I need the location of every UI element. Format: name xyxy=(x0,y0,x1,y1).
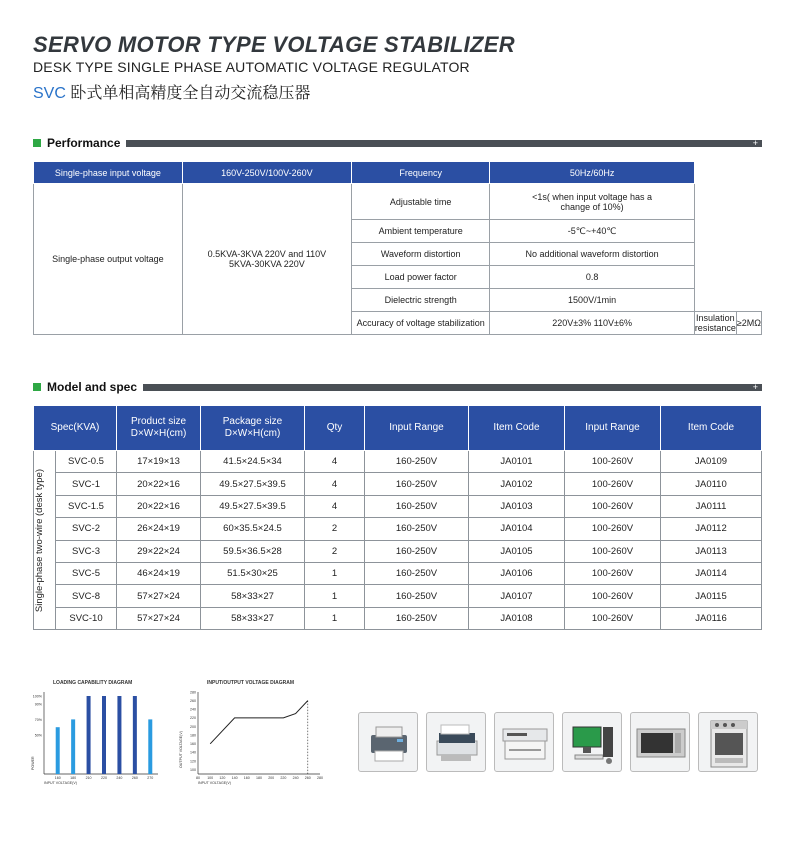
loading-capability-svg xyxy=(28,678,168,790)
y-tick-label: 100% xyxy=(32,694,42,699)
package-size-cell: 59.5×36.5×28 xyxy=(201,540,305,562)
package-size-header-line-2: D×W×H(cm) xyxy=(224,428,281,439)
output-voltage-label: Single-phase output voltage xyxy=(34,184,183,335)
y-tick-label: 90% xyxy=(34,702,42,707)
group-label: Single-phase two-wire (desk type) xyxy=(34,468,45,612)
item-code-cell: JA0110 xyxy=(661,473,762,495)
performance-table xyxy=(33,161,762,335)
chinese-title xyxy=(33,80,310,103)
plus-icon: + xyxy=(752,137,758,148)
chinese-title-text: 卧式单相高精度全自动交流稳压器 xyxy=(70,85,311,102)
input-range-cell: 160-250V xyxy=(365,562,469,584)
item-code-cell: JA0107 xyxy=(469,585,565,607)
accuracy-label: Accuracy of voltage stabilization xyxy=(352,312,490,335)
input-range-cell: 160-250V xyxy=(365,473,469,495)
oven-icon xyxy=(698,712,758,772)
param-label: Ambient temperature xyxy=(352,220,490,243)
svc-prefix: SVC xyxy=(33,85,66,102)
spec-cell: SVC-10 xyxy=(56,607,117,629)
item-code-cell: JA0113 xyxy=(661,540,762,562)
package-size-header-line-1: Package size xyxy=(222,416,283,427)
qty-cell: 1 xyxy=(305,585,365,607)
table-row xyxy=(34,518,762,540)
param-label: Dielectric strength xyxy=(352,289,490,312)
model-heading xyxy=(33,380,762,394)
y-tick-label: 240 xyxy=(190,707,196,712)
input-range-cell: 160-250V xyxy=(365,585,469,607)
plus-icon: + xyxy=(752,381,758,392)
param-label: Adjustable time xyxy=(352,184,490,220)
scanner-icon xyxy=(426,712,486,772)
product-size-cell: 26×24×19 xyxy=(117,518,201,540)
x-tick-label: 140 xyxy=(231,776,238,780)
heading-bar xyxy=(143,381,762,392)
output-voltage-line-1: 0.5KVA-3KVA 220V and 110V xyxy=(207,249,327,259)
printer-icon xyxy=(358,712,418,772)
group-label-cell xyxy=(34,451,56,630)
spec-cell: SVC-1 xyxy=(56,473,117,495)
product-size-header xyxy=(117,406,201,451)
copier-icon xyxy=(494,712,554,772)
input-range-cell: 100-260V xyxy=(565,451,661,473)
package-size-cell: 60×35.5×24.5 xyxy=(201,518,305,540)
item-code-cell: JA0115 xyxy=(661,585,762,607)
spec-header: Spec(KVA) xyxy=(34,406,117,451)
item-code-cell: JA0116 xyxy=(661,607,762,629)
green-square-icon xyxy=(33,139,41,147)
product-size-cell: 20×22×16 xyxy=(117,495,201,517)
package-size-cell: 51.5×30×25 xyxy=(201,562,305,584)
item-code-cell: JA0108 xyxy=(469,607,565,629)
input-range-cell: 160-250V xyxy=(365,607,469,629)
y-tick-label: 50% xyxy=(34,733,42,738)
x-tick-label: 240 xyxy=(116,776,123,780)
x-tick-label: 210 xyxy=(85,776,92,780)
item-code-cell: JA0101 xyxy=(469,451,565,473)
y-tick-label: 70% xyxy=(34,717,42,722)
y-tick-label: 220 xyxy=(190,716,196,721)
param-value: ≥2MΩ xyxy=(736,312,761,335)
qty-header: Qty xyxy=(305,406,365,451)
green-square-icon xyxy=(33,383,41,391)
qty-cell: 2 xyxy=(305,518,365,540)
x-tick-label: 80 xyxy=(196,776,200,780)
param-value: 1500V/1min xyxy=(490,289,694,312)
computer-icon xyxy=(562,712,622,772)
io-voltage-svg xyxy=(170,678,330,790)
x-tick-label: 220 xyxy=(101,776,107,780)
bar xyxy=(148,719,152,774)
table-row xyxy=(34,585,762,607)
x-tick-label: 100 xyxy=(207,776,214,780)
input-range-header: Input Range xyxy=(565,406,661,451)
table-row xyxy=(34,495,762,517)
y-tick-label: 260 xyxy=(190,698,196,703)
y-axis-label: POWER xyxy=(31,756,35,770)
input-range-cell: 100-260V xyxy=(565,540,661,562)
param-value: No additional waveform distortion xyxy=(490,243,694,266)
x-tick-label: 240 xyxy=(292,776,299,780)
output-voltage-value xyxy=(182,184,351,335)
bar xyxy=(133,696,137,774)
input-range-cell: 160-250V xyxy=(365,518,469,540)
input-range-cell: 160-250V xyxy=(365,495,469,517)
param-value: -5℃~+40℃ xyxy=(490,220,694,243)
item-code-cell: JA0111 xyxy=(661,495,762,517)
x-tick-label: 220 xyxy=(280,776,287,780)
input-range-cell: 100-260V xyxy=(565,473,661,495)
param-value: 0.8 xyxy=(490,266,694,289)
input-range-cell: 100-260V xyxy=(565,585,661,607)
io-voltage-chart xyxy=(170,678,330,790)
performance-heading-label: Performance xyxy=(47,136,121,150)
qty-cell: 4 xyxy=(305,473,365,495)
product-size-cell: 17×19×13 xyxy=(117,451,201,473)
product-size-header-line-1: Product size xyxy=(130,416,187,427)
loading-capability-chart xyxy=(28,678,168,790)
product-size-cell: 46×24×19 xyxy=(117,562,201,584)
x-tick-label: 120 xyxy=(219,776,226,780)
input-range-cell: 100-260V xyxy=(565,607,661,629)
product-size-cell: 57×27×24 xyxy=(117,585,201,607)
package-size-cell: 49.5×27.5×39.5 xyxy=(201,473,305,495)
param-value: <1s( when input voltage has a change of 10%) xyxy=(490,184,694,220)
output-voltage-line-2: 5KVA-30KVA 220V xyxy=(229,259,305,269)
package-size-cell: 49.5×27.5×39.5 xyxy=(201,495,305,517)
item-code-cell: JA0104 xyxy=(469,518,565,540)
spec-cell: SVC-3 xyxy=(56,540,117,562)
input-range-cell: 100-260V xyxy=(565,495,661,517)
x-tick-label: 260 xyxy=(131,776,138,780)
bar xyxy=(56,727,60,774)
item-code-cell: JA0114 xyxy=(661,562,762,584)
product-size-cell: 20×22×16 xyxy=(117,473,201,495)
x-tick-label: 280 xyxy=(317,776,323,780)
bar xyxy=(87,696,91,774)
y-tick-label: 120 xyxy=(190,759,196,764)
table-row xyxy=(34,451,762,473)
param-label: Waveform distortion xyxy=(352,243,490,266)
input-range-cell: 160-250V xyxy=(365,451,469,473)
product-size-cell: 29×22×24 xyxy=(117,540,201,562)
item-code-cell: JA0103 xyxy=(469,495,565,517)
item-code-cell: JA0102 xyxy=(469,473,565,495)
item-code-cell: JA0106 xyxy=(469,562,565,584)
qty-cell: 4 xyxy=(305,451,365,473)
bar xyxy=(117,696,121,774)
item-code-cell: JA0109 xyxy=(661,451,762,473)
input-range-cell: 100-260V xyxy=(565,518,661,540)
performance-heading xyxy=(33,136,762,150)
package-size-cell: 58×33×27 xyxy=(201,607,305,629)
y-tick-label: 280 xyxy=(190,690,196,695)
spec-cell: SVC-2 xyxy=(56,518,117,540)
x-tick-label: 270 xyxy=(147,776,154,780)
param-label: Insulation resistance xyxy=(694,313,736,333)
spec-cell: SVC-0.5 xyxy=(56,451,117,473)
page-subtitle: DESK TYPE SINGLE PHASE AUTOMATIC VOLTAGE REGULATOR xyxy=(33,59,470,75)
input-range-cell: 100-260V xyxy=(565,562,661,584)
spec-cell: SVC-5 xyxy=(56,562,117,584)
param-value: 50Hz/60Hz xyxy=(490,162,694,184)
package-size-cell: 58×33×27 xyxy=(201,585,305,607)
x-tick-label: 180 xyxy=(70,776,77,780)
product-size-header-line-2: D×W×H(cm) xyxy=(130,428,187,439)
x-tick-label: 180 xyxy=(256,776,262,780)
item-code-header: Item Code xyxy=(469,406,565,451)
bar xyxy=(102,696,106,774)
series-line xyxy=(210,701,308,744)
heading-bar xyxy=(126,137,762,148)
table-row xyxy=(34,473,762,495)
x-tick-label: 160 xyxy=(54,776,61,780)
table-row xyxy=(34,607,762,629)
x-tick-label: 260 xyxy=(304,776,311,780)
x-tick-label: 200 xyxy=(268,776,275,780)
y-tick-label: 160 xyxy=(190,742,196,747)
package-size-cell: 41.5×24.5×34 xyxy=(201,451,305,473)
qty-cell: 2 xyxy=(305,540,365,562)
page-title: SERVO MOTOR TYPE VOLTAGE STABILIZER xyxy=(33,32,515,57)
y-tick-label: 200 xyxy=(190,724,196,729)
item-code-cell: JA0112 xyxy=(661,518,762,540)
model-heading-label: Model and spec xyxy=(47,380,138,394)
chart-title: INPUT/OUTPUT VOLTAGE DIAGRAM xyxy=(207,680,295,686)
input-voltage-value: 160V-250V/100V-260V xyxy=(182,162,351,184)
bar xyxy=(71,719,75,774)
input-range-header: Input Range xyxy=(365,406,469,451)
qty-cell: 1 xyxy=(305,607,365,629)
product-size-cell: 57×27×24 xyxy=(117,607,201,629)
y-tick-label: 140 xyxy=(190,750,196,755)
item-code-cell: JA0105 xyxy=(469,540,565,562)
y-tick-label: 180 xyxy=(190,733,196,738)
x-tick-label: 160 xyxy=(243,776,250,780)
model-spec-table xyxy=(33,405,762,630)
y-axis-label: OUTPUT VOLTAGE(V) xyxy=(179,731,183,768)
table-row xyxy=(34,562,762,584)
y-tick-label: 100 xyxy=(190,767,196,772)
spec-cell: SVC-8 xyxy=(56,585,117,607)
qty-cell: 4 xyxy=(305,495,365,517)
param-label: Load power factor xyxy=(352,266,490,289)
param-label: Frequency xyxy=(352,162,490,184)
microwave-icon xyxy=(630,712,690,772)
qty-cell: 1 xyxy=(305,562,365,584)
x-axis-label: INPUT VOLTAGE(V) xyxy=(198,781,231,785)
item-code-header: Item Code xyxy=(661,406,762,451)
table-row xyxy=(34,540,762,562)
input-range-cell: 160-250V xyxy=(365,540,469,562)
x-axis-label: INPUT VOLTAGE(V) xyxy=(44,781,77,785)
spec-cell: SVC-1.5 xyxy=(56,495,117,517)
accuracy-value: 220V±3% 110V±6% xyxy=(490,312,694,335)
chart-title: LOADING CAPABILITY DIAGRAM xyxy=(53,680,133,686)
package-size-header xyxy=(201,406,305,451)
input-voltage-label: Single-phase input voltage xyxy=(34,162,183,184)
